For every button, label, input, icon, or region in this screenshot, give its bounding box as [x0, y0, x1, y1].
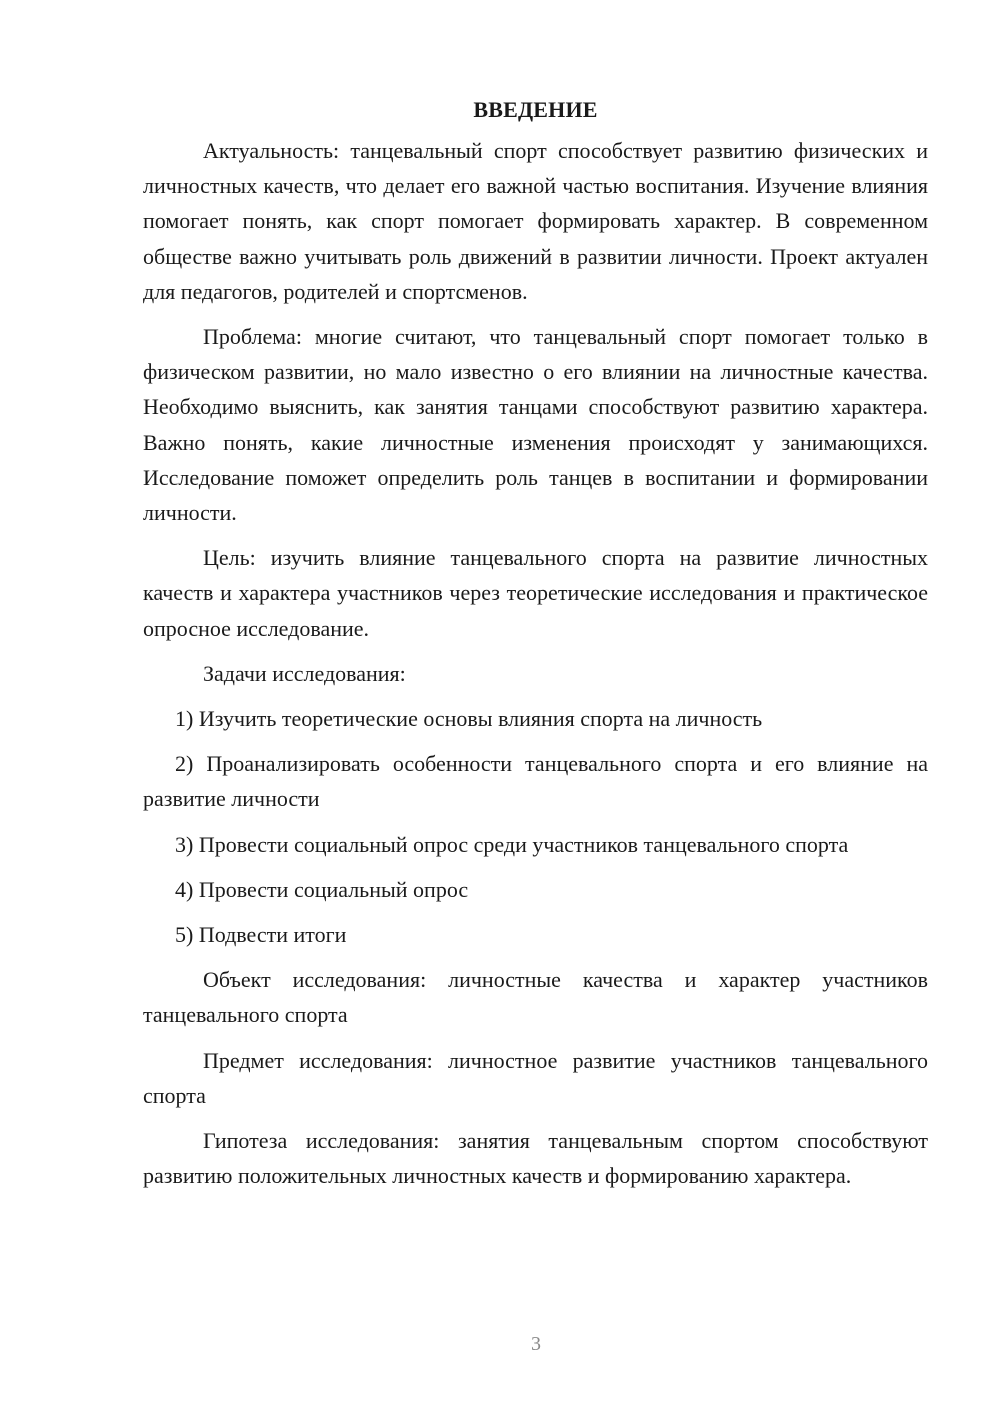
paragraph-goal: Цель: изучить влияние танцевального спорта на развитие личностных качеств и характера участников через теоретические исследования и практическое опросное исследование.	[143, 545, 928, 641]
document-page	[143, 92, 928, 1203]
paragraph-object: Объект исследования: личностные качества и характер участников танцевального спорта	[143, 967, 928, 1028]
paragraph-problem: Проблема: многие считают, что танцевальный спорт помогает только в физическом развитии, но мало известно о его влиянии на личностные качества. Необходимо выяснить, как занятия танцами способствуют развитию характера. Важно понять, какие личностные изменения происходят у занимающихся. Исследование поможет определить роль танцев в воспитании и формировании личности.	[143, 324, 928, 526]
task-item-4: 4) Провести социальный опрос	[175, 876, 469, 902]
paragraph-tasks-heading: Задачи исследования:	[203, 660, 406, 686]
paragraph-subject: Предмет исследования: личностное развитие участников танцевального спорта	[143, 1047, 928, 1108]
task-item-3: 3) Провести социальный опрос среди участников танцевального спорта	[175, 831, 849, 857]
task-item-5: 5) Подвести итоги	[175, 922, 347, 948]
task-item-1: 1) Изучить теоретические основы влияния спорта на личность	[175, 706, 763, 732]
paragraph-relevance: Актуальность: танцевальный спорт способствует развитию физических и личностных качеств, что делает его важной частью воспитания. Изучение влияния помогает понять, как спорт помогает формировать характер. В современном обществе важно учитывать роль движений в развитии личности. Проект актуален для педагогов, родителей и спортсменов.	[143, 138, 928, 304]
paragraph-hypothesis: Гипотеза исследования: занятия танцевальным спортом способствуют развитию положительных личностных качеств и формированию характера.	[143, 1128, 928, 1189]
page-number: 3	[531, 1333, 541, 1355]
task-item-2: 2) Проанализировать особенности танцевального спорта и его влияние на развитие личности	[143, 751, 928, 812]
section-title: ВВЕДЕНИЕ	[473, 97, 598, 122]
